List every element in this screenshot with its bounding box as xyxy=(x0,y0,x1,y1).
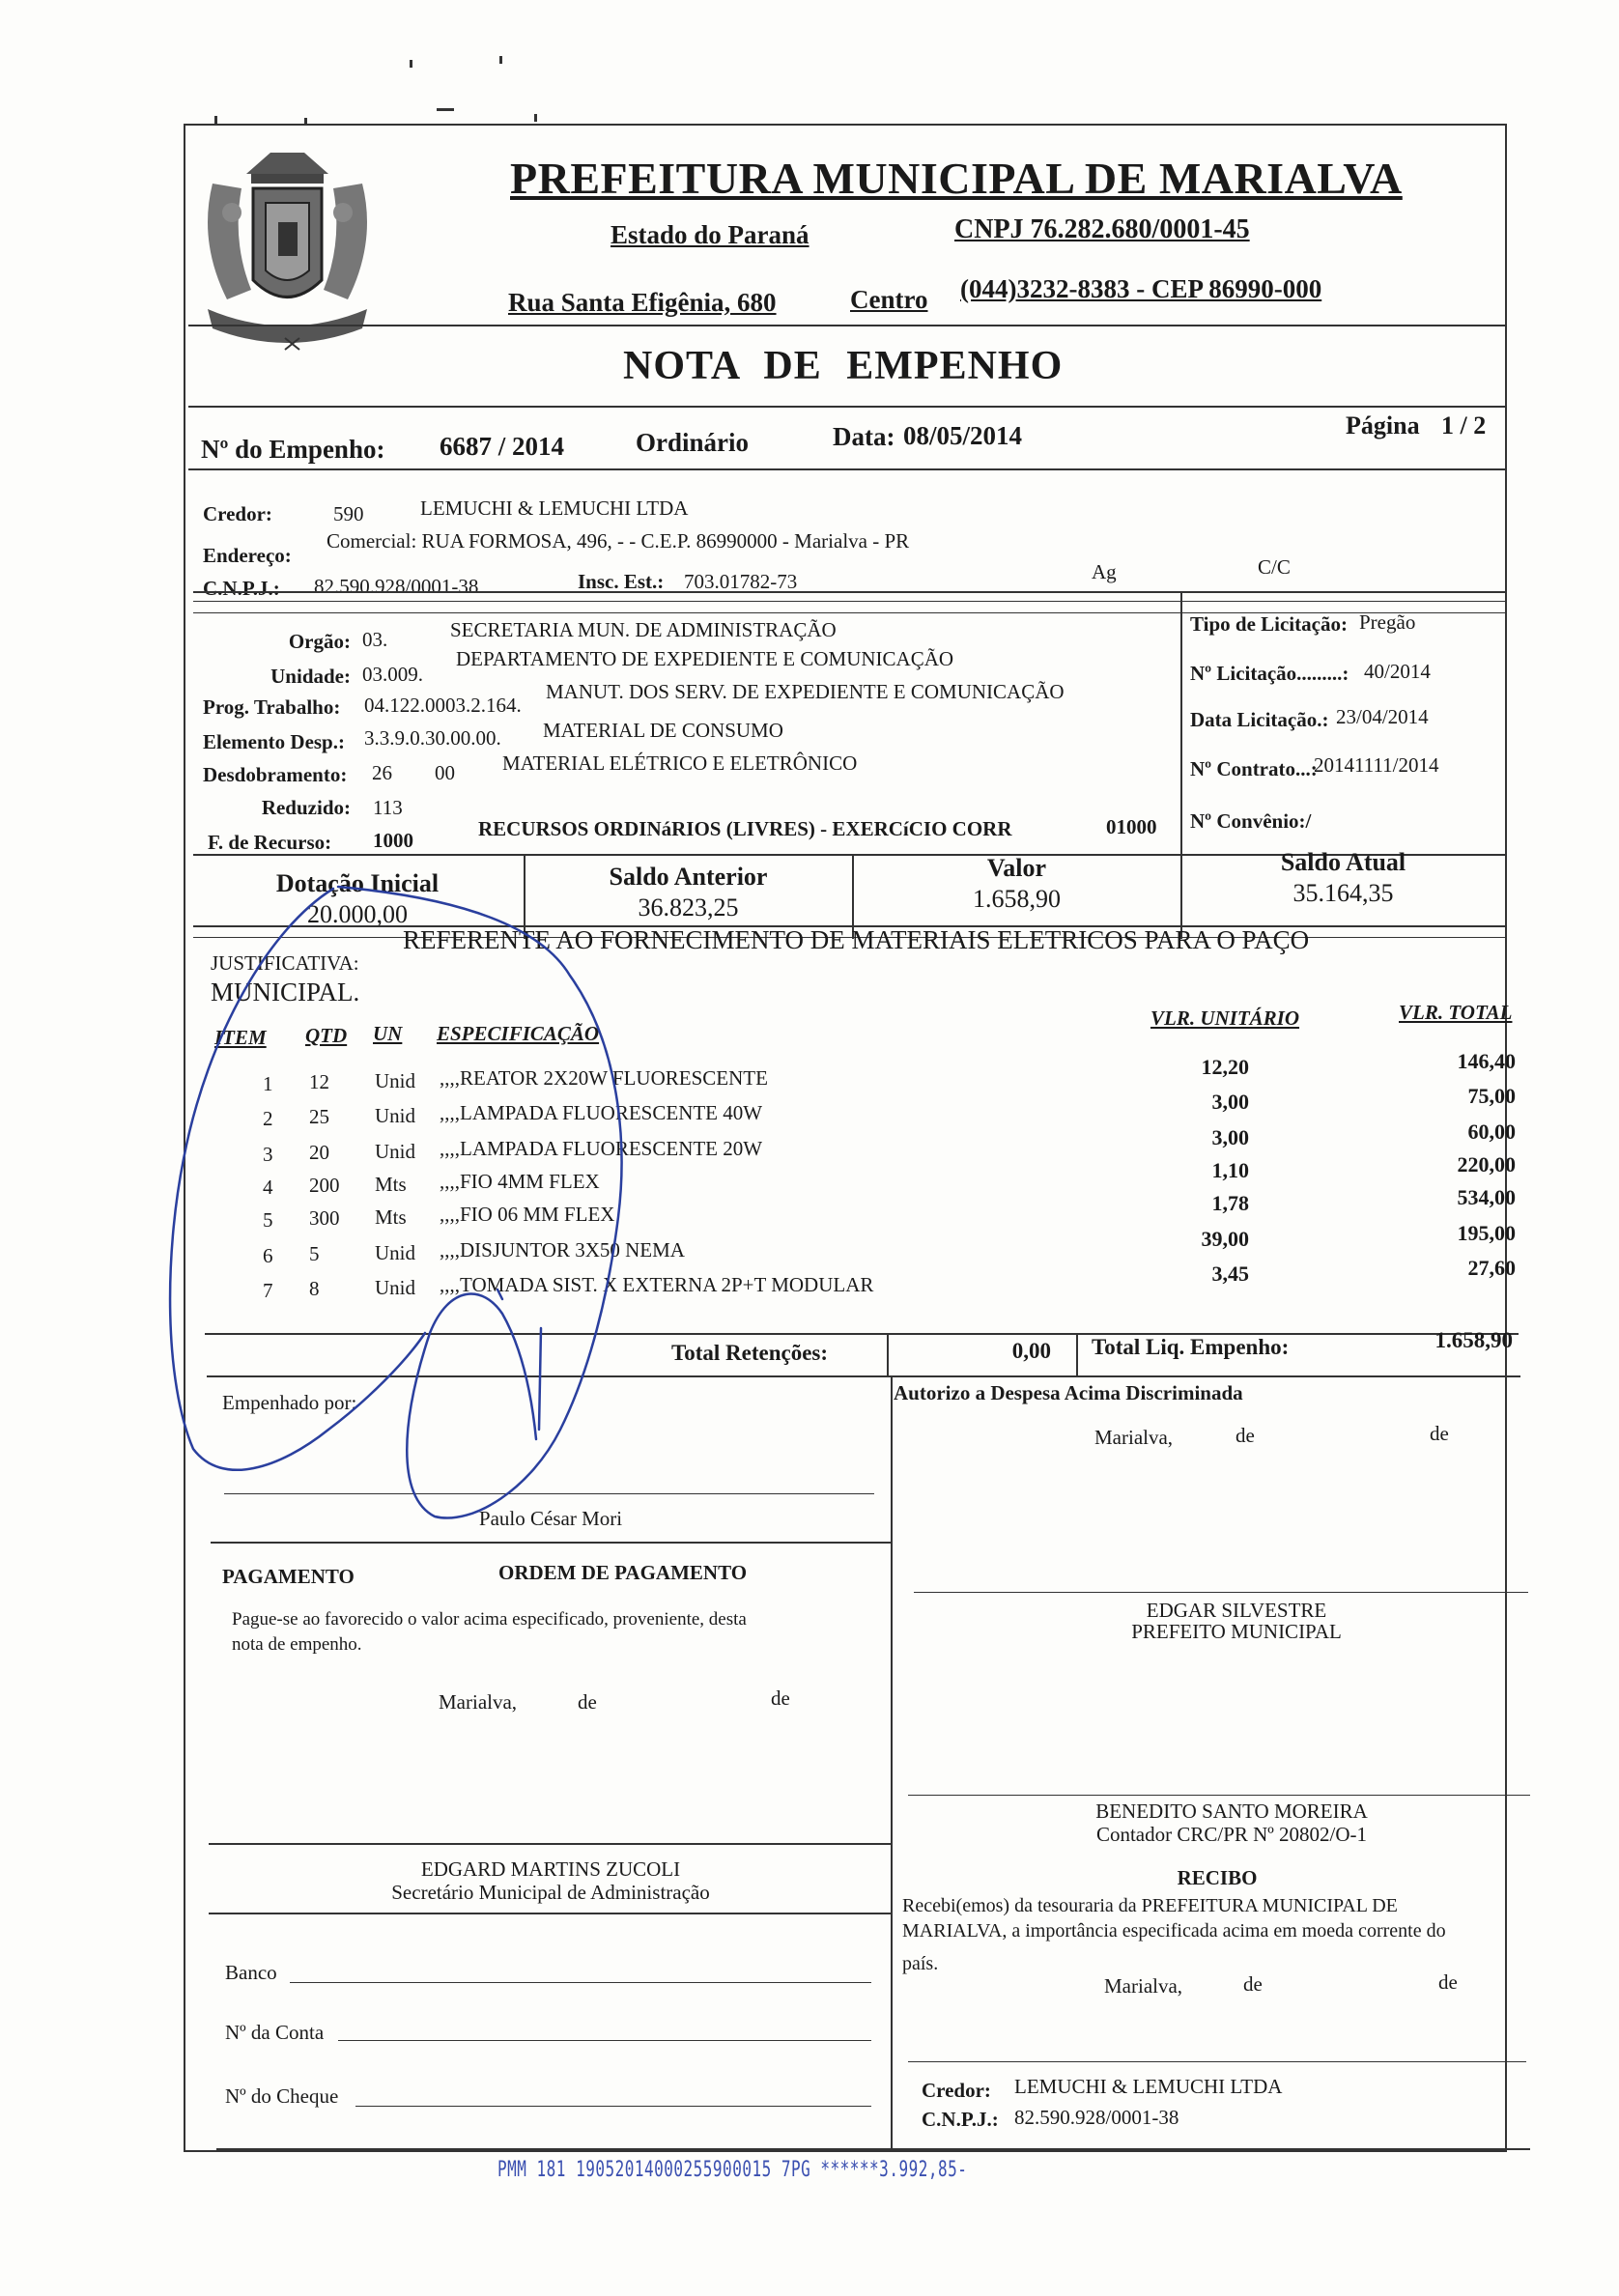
item-total-price: 220,00 xyxy=(1457,1152,1516,1176)
item-quantity: 12 xyxy=(309,1070,329,1093)
credor-cnpj-label: C.N.P.J.: xyxy=(203,577,280,600)
prefeito-title: PREFEITO MUNICIPAL xyxy=(1131,1620,1342,1643)
item-unit-price: 1,10 xyxy=(1211,1158,1249,1182)
col-header-un: UN xyxy=(373,1022,403,1045)
reduzido-label: Reduzido: xyxy=(261,796,351,819)
empenhado-por-name: Paulo César Mori xyxy=(478,1507,623,1530)
justificativa-text-line1: REFERENTE AO FORNECIMENTO DE MATERIAIS ELETRICOS PARA O PAÇO xyxy=(403,925,1310,954)
item-total-price: 534,00 xyxy=(1457,1185,1516,1210)
scan-speck xyxy=(410,60,412,68)
empenho-date-label: Data: xyxy=(833,422,895,451)
municipality-district: Centro xyxy=(850,285,928,314)
recurso-code: 1000 xyxy=(373,829,413,852)
tipo-licitacao: Pregão xyxy=(1359,610,1416,634)
item-quantity: 200 xyxy=(309,1174,340,1197)
recibo-title: RECIBO xyxy=(1177,1866,1258,1889)
orgao-code: 03. xyxy=(362,628,388,651)
contador-name: BENEDITO SANTO MOREIRA xyxy=(1095,1800,1368,1823)
insc-est: 703.01782-73 xyxy=(684,570,798,593)
item-unit-price: 1,78 xyxy=(1211,1191,1249,1216)
recibo-de-1: de xyxy=(1243,1972,1263,1996)
desdobramento-sub: 00 xyxy=(435,761,455,784)
recibo-credor-label: Credor: xyxy=(922,2079,991,2102)
signature-line xyxy=(914,1592,1528,1593)
item-quantity: 300 xyxy=(309,1206,340,1231)
item-quantity: 8 xyxy=(309,1277,320,1300)
item-total-price: 60,00 xyxy=(1467,1119,1516,1144)
autorizo-label: Autorizo a Despesa Acima Discriminada xyxy=(894,1381,1243,1404)
conta-label: Nº da Conta xyxy=(225,2021,325,2044)
pagamento-city: Marialva, xyxy=(439,1690,518,1714)
prog-trabalho-name: MANUT. DOS SERV. DE EXPEDIENTE E COMUNICAÇÃO xyxy=(546,680,1065,703)
prog-trabalho-label: Prog. Trabalho: xyxy=(203,695,341,719)
signature-line xyxy=(908,1795,1530,1796)
licitacao-number: 40/2014 xyxy=(1364,660,1431,683)
valor-value: 1.658,90 xyxy=(973,885,1061,913)
credor-cnpj: 82.590.928/0001-38 xyxy=(314,575,479,598)
divider xyxy=(193,591,1507,593)
divider xyxy=(188,406,1507,408)
desdobramento-code: 26 xyxy=(372,761,392,784)
unidade-code: 03.009. xyxy=(362,663,423,686)
recibo-city: Marialva, xyxy=(1104,1974,1183,1998)
page-number: 1 / 2 xyxy=(1441,411,1487,439)
divider xyxy=(1180,591,1182,856)
item-unit-price: 3,45 xyxy=(1211,1261,1249,1286)
ordem-pagamento-label: ORDEM DE PAGAMENTO xyxy=(498,1561,748,1584)
item-number: 5 xyxy=(263,1208,273,1233)
convenio-label: Nº Convênio:/ xyxy=(1190,809,1312,833)
recibo-text-line2: MARIALVA, a importância especificada acima em moeda corrente do xyxy=(902,1920,1446,1942)
page-label: Página xyxy=(1346,411,1420,439)
contador-title: Contador CRC/PR Nº 20802/O-1 xyxy=(1095,1823,1368,1846)
secretario-title: Secretário Municipal de Administração xyxy=(391,1881,710,1904)
divider xyxy=(891,1375,893,2148)
elemento-code: 3.3.9.0.30.00.00. xyxy=(364,726,501,750)
contrato-label: Nº Contrato...: xyxy=(1190,757,1318,780)
state-label: Estado do Paraná xyxy=(611,220,810,249)
retencoes-value: 0,00 xyxy=(1011,1339,1051,1363)
licitacao-date-label: Data Licitação.: xyxy=(1190,708,1329,731)
total-liquido-value: 1.658,90 xyxy=(1434,1328,1513,1352)
secretario-name: EDGARD MARTINS ZUCOLI xyxy=(420,1857,681,1881)
divider xyxy=(193,601,1507,602)
autorizo-city: Marialva, xyxy=(1094,1426,1174,1449)
divider xyxy=(211,1542,891,1544)
empenhado-por-label: Empenhado por: xyxy=(222,1391,357,1414)
col-header-spec: ESPECIFICAÇÃO xyxy=(437,1022,600,1045)
recurso-number: 01000 xyxy=(1106,815,1157,838)
item-unit: Unid xyxy=(375,1069,415,1092)
pagamento-text-line2: nota de empenho. xyxy=(232,1634,362,1655)
orgao-label: Orgão: xyxy=(288,630,351,653)
prefeito-name: EDGAR SILVESTRE xyxy=(1146,1599,1327,1622)
saldo-atual-label: Saldo Atual xyxy=(1280,848,1406,876)
item-unit-price: 39,00 xyxy=(1201,1226,1249,1251)
item-description: ,,,,REATOR 2X20W FLUORESCENTE xyxy=(440,1066,768,1090)
agency-label: Ag xyxy=(1092,560,1117,583)
item-unit-price: 3,00 xyxy=(1211,1124,1249,1149)
recurso-label: F. de Recurso: xyxy=(208,831,332,854)
item-description: ,,,,TOMADA SIST. X EXTERNA 2P+T MODULAR xyxy=(440,1273,874,1296)
municipality-cnpj: CNPJ 76.282.680/0001-45 xyxy=(954,214,1250,244)
valor-label: Valor xyxy=(986,854,1047,882)
item-number: 6 xyxy=(263,1243,273,1267)
signature-line xyxy=(908,2061,1526,2062)
item-unit: Unid xyxy=(375,1139,415,1163)
item-total-price: 75,00 xyxy=(1467,1084,1516,1109)
pagamento-text-line1: Pague-se ao favorecido o valor acima especificado, proveniente, desta xyxy=(232,1609,747,1630)
saldo-anterior-label: Saldo Anterior xyxy=(609,863,768,891)
dotacao-label: Dotação Inicial xyxy=(275,869,440,897)
document-title: NOTA DE EMPENHO xyxy=(623,344,1064,388)
divider xyxy=(209,1913,891,1914)
item-unit: Unid xyxy=(375,1276,415,1299)
divider xyxy=(207,1375,1520,1377)
empenho-number: 6687 / 2014 xyxy=(440,432,565,461)
item-description: ,,,,FIO 06 MM FLEX xyxy=(440,1203,615,1227)
dotacao-value: 20.000,00 xyxy=(307,900,408,928)
credor-address: Comercial: RUA FORMOSA, 496, - - C.E.P. 86990000 - Marialva - PR xyxy=(327,529,910,553)
recibo-de-2: de xyxy=(1438,1970,1458,1994)
empenho-number-label: Nº do Empenho: xyxy=(201,435,385,464)
item-unit-price: 3,00 xyxy=(1211,1090,1249,1115)
scan-speck xyxy=(214,116,217,124)
item-number: 1 xyxy=(263,1072,273,1095)
item-description: ,,,,LAMPADA FLUORESCENTE 40W xyxy=(440,1101,763,1125)
divider xyxy=(205,1333,1519,1335)
insc-est-label: Insc. Est.: xyxy=(578,570,665,593)
justificativa-label: JUSTIFICATIVA: xyxy=(211,951,359,975)
recibo-cnpj-label: C.N.P.J.: xyxy=(922,2108,999,2131)
col-header-item: ITEM xyxy=(214,1026,267,1049)
licitacao-date: 23/04/2014 xyxy=(1336,705,1429,728)
pagamento-de-2: de xyxy=(771,1687,790,1710)
divider xyxy=(216,2148,1530,2150)
banco-label: Banco xyxy=(225,1961,277,1984)
item-number: 3 xyxy=(263,1142,273,1166)
item-total-price: 27,60 xyxy=(1467,1256,1516,1280)
item-description: ,,,,LAMPADA FLUORESCENTE 20W xyxy=(440,1136,763,1160)
footer-code: PMM 181 19052014000255900015 7PG ******3.992,85- xyxy=(497,2156,968,2182)
item-description: ,,,,FIO 4MM FLEX xyxy=(440,1170,600,1193)
licitacao-number-label: Nº Licitação.........: xyxy=(1190,662,1349,685)
total-liquido-label: Total Liq. Empenho: xyxy=(1092,1335,1290,1359)
pagamento-label: PAGAMENTO xyxy=(222,1565,355,1588)
recibo-text-line1: Recebi(emos) da tesouraria da PREFEITURA MUNICIPAL DE xyxy=(902,1895,1398,1916)
coat-of-arms-logo xyxy=(193,145,382,353)
item-total-price: 195,00 xyxy=(1457,1220,1516,1245)
municipality-title: PREFEITURA MUNICIPAL DE MARIALVA xyxy=(510,154,1403,203)
cheque-label: Nº do Cheque xyxy=(225,2084,339,2108)
pagamento-de-1: de xyxy=(578,1690,597,1714)
item-unit: Mts xyxy=(375,1173,407,1196)
municipality-phone-cep: (044)3232-8383 - CEP 86990-000 xyxy=(960,274,1322,303)
retencoes-label: Total Retenções: xyxy=(671,1341,829,1365)
elemento-name: MATERIAL DE CONSUMO xyxy=(543,719,783,742)
empenho-date: 08/05/2014 xyxy=(903,421,1023,450)
justificativa-text-line2: MUNICIPAL. xyxy=(211,978,360,1006)
account-label: C/C xyxy=(1258,555,1291,579)
cheque-line xyxy=(355,2106,871,2107)
unidade-label: Unidade: xyxy=(270,665,351,688)
orgao-name: SECRETARIA MUN. DE ADMINISTRAÇÃO xyxy=(450,618,837,641)
item-number: 2 xyxy=(263,1107,273,1131)
item-total-price: 146,40 xyxy=(1457,1049,1516,1073)
saldo-atual-value: 35.164,35 xyxy=(1292,879,1394,907)
item-unit: Unid xyxy=(375,1104,415,1128)
item-number: 7 xyxy=(263,1279,273,1302)
empenho-type: Ordinário xyxy=(636,428,750,457)
col-header-total: VLR. TOTAL xyxy=(1399,1001,1513,1024)
desdobramento-name: MATERIAL ELÉTRICO E ELETRÔNICO xyxy=(502,751,858,775)
credor-label: Credor: xyxy=(203,502,272,525)
contrato-number: 20141111/2014 xyxy=(1314,753,1439,777)
item-quantity: 20 xyxy=(309,1140,329,1164)
saldo-anterior-value: 36.823,25 xyxy=(638,893,739,921)
item-quantity: 25 xyxy=(309,1105,329,1129)
autorizo-de-2: de xyxy=(1430,1422,1449,1445)
divider xyxy=(1076,1333,1078,1375)
municipality-address: Rua Santa Efigênia, 680 xyxy=(508,288,777,317)
item-unit: Unid xyxy=(375,1240,415,1264)
divider xyxy=(209,1843,891,1845)
item-description: ,,,,DISJUNTOR 3X50 NEMA xyxy=(440,1237,685,1261)
item-quantity: 5 xyxy=(309,1241,320,1265)
prog-trabalho-code: 04.122.0003.2.164. xyxy=(364,694,522,717)
recibo-text-line3: país. xyxy=(902,1953,939,1974)
autorizo-de-1: de xyxy=(1236,1424,1255,1447)
divider xyxy=(1180,836,1182,939)
desdobramento-label: Desdobramento: xyxy=(203,763,348,786)
credor-code: 590 xyxy=(333,502,364,525)
item-number: 4 xyxy=(263,1176,273,1199)
elemento-label: Elemento Desp.: xyxy=(203,730,345,753)
scan-speck xyxy=(534,114,537,122)
endereco-label: Endereço: xyxy=(203,544,292,567)
item-unit: Mts xyxy=(375,1205,407,1230)
scan-speck xyxy=(499,56,502,64)
conta-line xyxy=(338,2040,871,2041)
item-unit-price: 12,20 xyxy=(1201,1055,1249,1079)
signature-line xyxy=(224,1493,874,1494)
divider xyxy=(188,468,1507,470)
banco-line xyxy=(290,1982,871,1983)
reduzido-code: 113 xyxy=(373,796,403,819)
scan-speck xyxy=(437,108,454,111)
recibo-credor-name: LEMUCHI & LEMUCHI LTDA xyxy=(1014,2075,1283,2098)
recibo-cnpj: 82.590.928/0001-38 xyxy=(1014,2106,1179,2129)
col-header-qtd: QTD xyxy=(305,1024,348,1047)
credor-name: LEMUCHI & LEMUCHI LTDA xyxy=(420,496,689,520)
col-header-unit-price: VLR. UNITÁRIO xyxy=(1150,1006,1300,1030)
recurso-name: RECURSOS ORDINáRIOS (LIVRES) - EXERCíCIO CORR xyxy=(478,817,1012,840)
divider xyxy=(188,325,1507,326)
unidade-name: DEPARTAMENTO DE EXPEDIENTE E COMUNICAÇÃO xyxy=(456,647,954,670)
tipo-licitacao-label: Tipo de Licitação: xyxy=(1190,612,1348,636)
